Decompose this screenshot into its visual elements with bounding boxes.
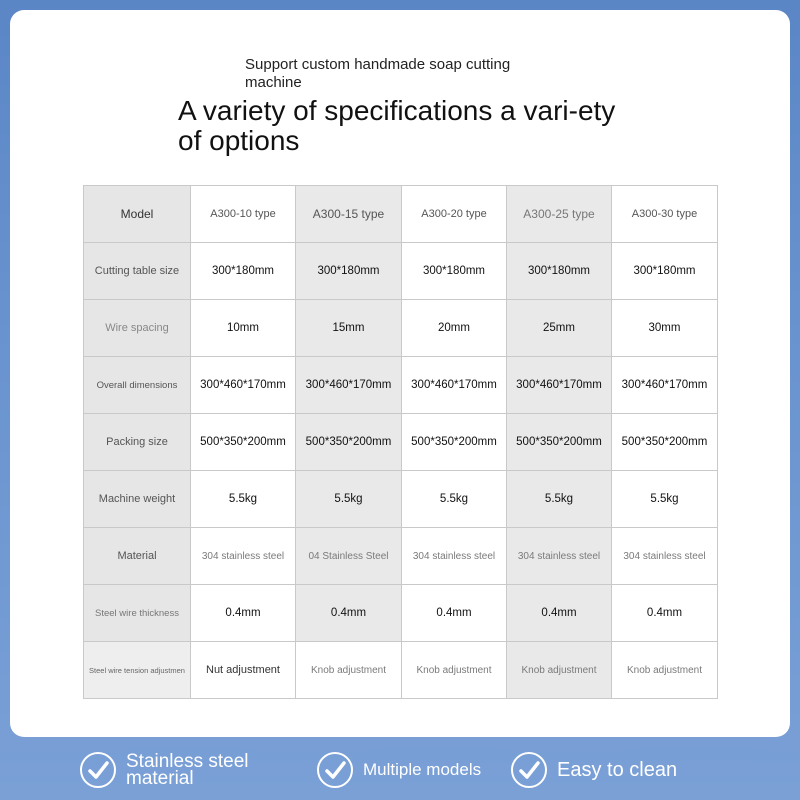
table-row: [84, 357, 718, 414]
table-cell: 300*180mm: [612, 243, 718, 300]
feature-easy-to-clean: [511, 745, 677, 795]
row-label: Model: [84, 186, 191, 243]
table-row: [84, 585, 718, 642]
table-row: [84, 300, 718, 357]
row-label: Wire spacing: [84, 300, 191, 357]
model-header: A300-30 type: [612, 186, 718, 243]
table-cell: Knob adjustment: [612, 642, 718, 699]
table-header-row: [84, 186, 718, 243]
table-cell: 0.4mm: [507, 585, 612, 642]
table-cell: 300*460*170mm: [507, 357, 612, 414]
table-row: [84, 414, 718, 471]
check-circle-icon: [80, 752, 116, 788]
row-label: Packing size: [84, 414, 191, 471]
table-row: [84, 642, 718, 699]
table-cell: 0.4mm: [296, 585, 402, 642]
table-cell: 304 stainless steel: [507, 528, 612, 585]
table-cell: 30mm: [612, 300, 718, 357]
feature-strip: [0, 745, 800, 800]
table-cell: 500*350*200mm: [191, 414, 296, 471]
table-cell: 300*180mm: [191, 243, 296, 300]
table-row: [84, 471, 718, 528]
subtitle: Support custom handmade soap cutting machine: [245, 56, 511, 91]
row-label: Cutting table size: [84, 243, 191, 300]
table-row: [84, 243, 718, 300]
feature-label: Stainless steel material: [126, 751, 249, 789]
table-cell: 304 stainless steel: [402, 528, 507, 585]
spec-table: [83, 185, 718, 699]
check-circle-icon: [511, 752, 547, 788]
table-cell: 25mm: [507, 300, 612, 357]
model-header: A300-20 type: [402, 186, 507, 243]
model-header: A300-10 type: [191, 186, 296, 243]
table-cell: 5.5kg: [612, 471, 718, 528]
table-cell: 500*350*200mm: [402, 414, 507, 471]
table-cell: 300*460*170mm: [296, 357, 402, 414]
table-cell: 304 stainless steel: [612, 528, 718, 585]
table-cell: 5.5kg: [402, 471, 507, 528]
feature-label: Easy to clean: [557, 758, 678, 781]
model-header: A300-25 type: [507, 186, 612, 243]
table-cell: 300*180mm: [296, 243, 402, 300]
table-cell: Knob adjustment: [507, 642, 612, 699]
row-label: Overall dimensions: [84, 357, 191, 414]
row-label: Steel wire thickness: [84, 585, 191, 642]
table-row: [84, 528, 718, 585]
table-cell: 300*180mm: [402, 243, 507, 300]
table-cell: 0.4mm: [191, 585, 296, 642]
row-label: Steel wire tension adjustmen: [84, 642, 191, 699]
table-cell: 0.4mm: [612, 585, 718, 642]
table-cell: 304 stainless steel: [191, 528, 296, 585]
table-cell: 500*350*200mm: [507, 414, 612, 471]
feature-multiple-models: [317, 745, 481, 795]
row-label: Machine weight: [84, 471, 191, 528]
table-cell: 5.5kg: [296, 471, 402, 528]
row-label: Material: [84, 528, 191, 585]
table-cell: 5.5kg: [191, 471, 296, 528]
table-cell: 500*350*200mm: [296, 414, 402, 471]
table-cell: 20mm: [402, 300, 507, 357]
table-cell: 0.4mm: [402, 585, 507, 642]
headline: A variety of specifications a vari-ety of options: [178, 95, 616, 156]
feature-label: Multiple models: [363, 760, 482, 779]
table-cell: 5.5kg: [507, 471, 612, 528]
check-circle-icon: [317, 752, 353, 788]
table-cell: 300*460*170mm: [191, 357, 296, 414]
table-cell: 10mm: [191, 300, 296, 357]
table-cell: 300*460*170mm: [402, 357, 507, 414]
table-cell: Knob adjustment: [402, 642, 507, 699]
table-cell: 300*460*170mm: [612, 357, 718, 414]
table-cell: 04 Stainless Steel: [296, 528, 402, 585]
table-cell: Knob adjustment: [296, 642, 402, 699]
table-cell: 300*180mm: [507, 243, 612, 300]
table-cell: 15mm: [296, 300, 402, 357]
table-cell: 500*350*200mm: [612, 414, 718, 471]
model-header: A300-15 type: [296, 186, 402, 243]
table-cell: Nut adjustment: [191, 642, 296, 699]
feature-stainless-steel: [80, 745, 276, 795]
